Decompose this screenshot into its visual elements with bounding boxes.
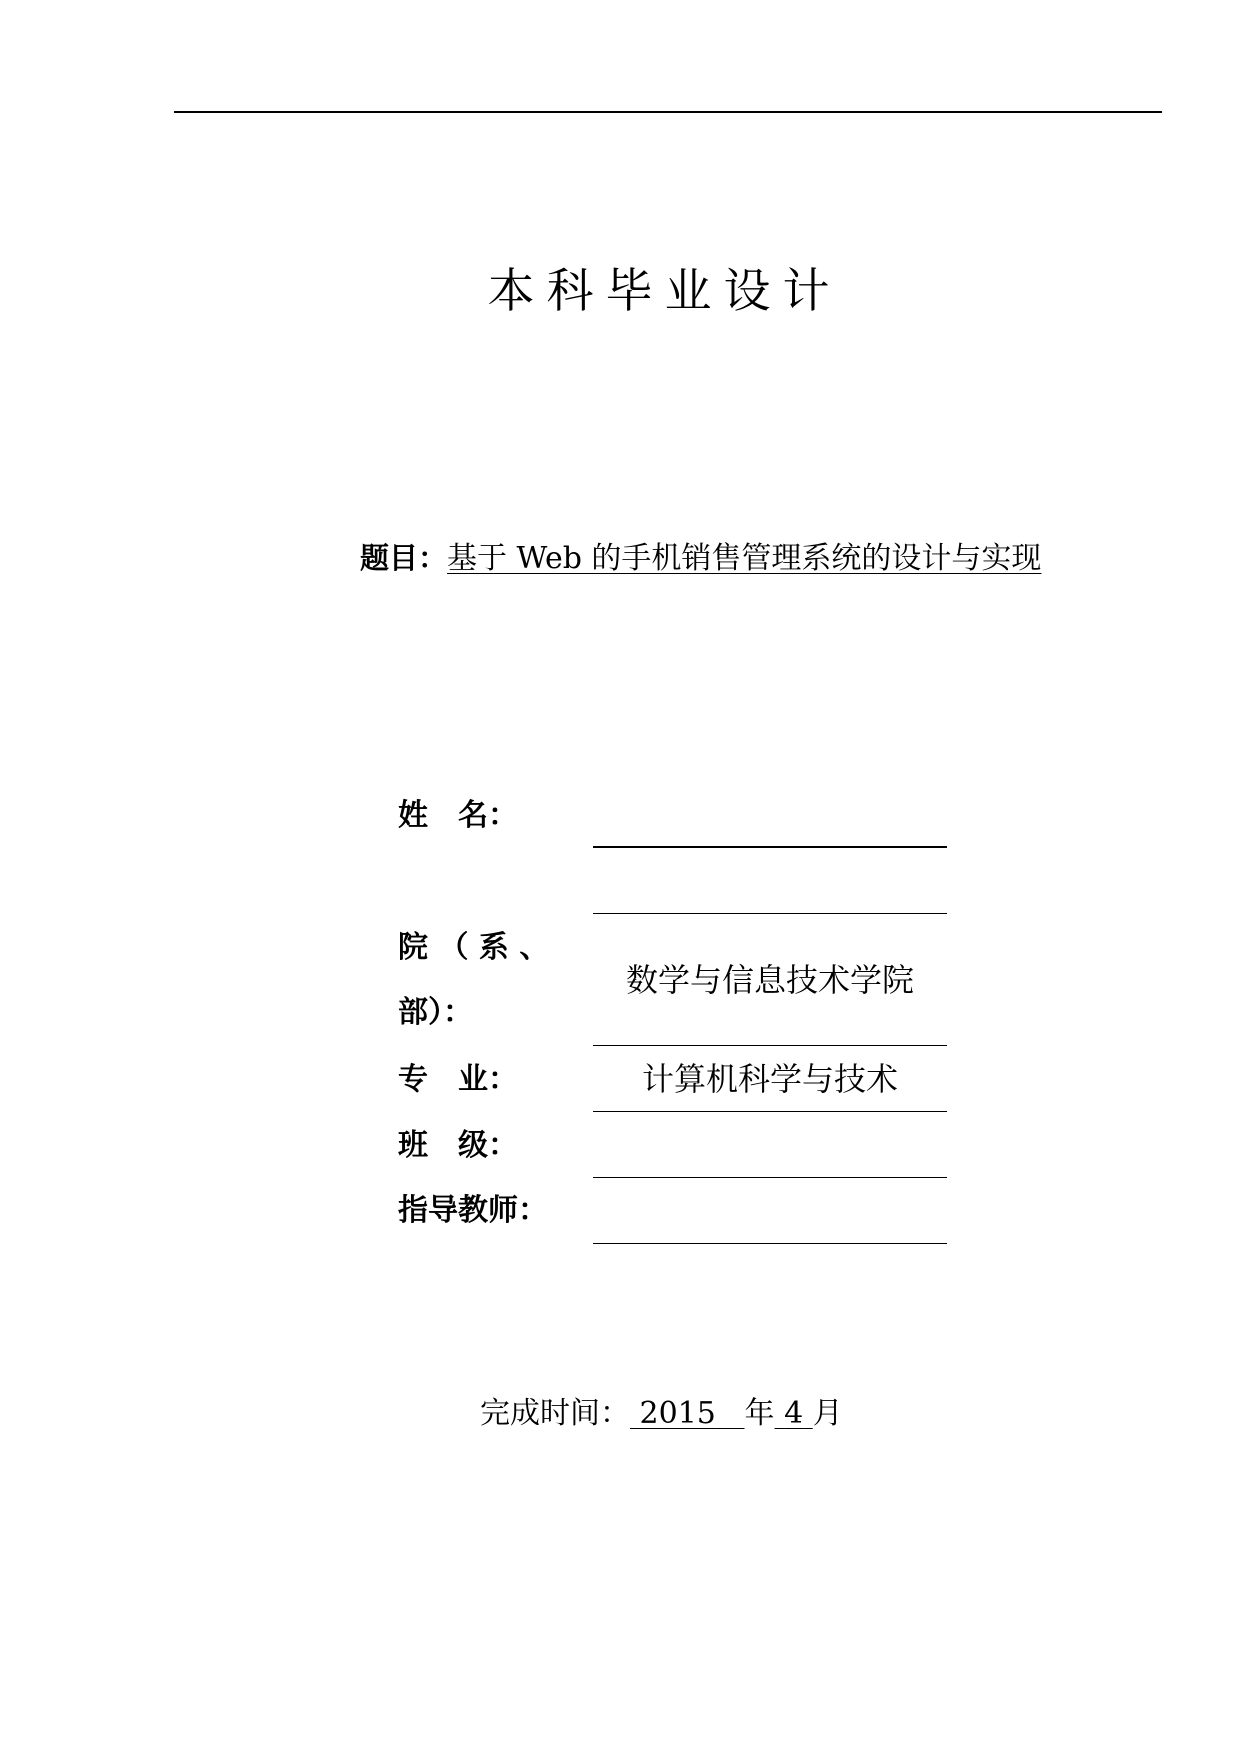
advisor-label: 指导教师： [398,1193,548,1228]
topic-label: 题目： [360,541,448,575]
completion-year: 2015 [639,1396,716,1431]
major-rule [593,1111,947,1112]
name-label: 姓 名： [398,798,518,833]
completion-line [480,1392,843,1436]
major-label: 专 业： [398,1062,518,1097]
completion-month-suffix: 月 [812,1396,843,1431]
department-label-line2: 部）： [398,995,473,1030]
completion-year-underline [630,1396,745,1431]
topic-line [360,536,1041,581]
header-rule [174,111,1162,113]
major-value: 计算机科学与技术 [641,1060,898,1098]
completion-label: 完成时间： [480,1396,630,1431]
completion-year-suffix: 年 [744,1396,775,1431]
department-rule [593,1045,947,1046]
topic-value: 基于 Web 的手机销售管理系统的设计与实现 [447,541,1042,576]
name-rule [593,846,947,848]
advisor-rule [593,1243,947,1244]
class-rule [593,1177,947,1178]
department-value: 数学与信息技术学院 [625,961,914,999]
department-label-line1: 院 （ 系 、 [398,930,550,965]
department-top-rule [593,913,947,914]
completion-month-underline [775,1396,813,1431]
completion-month: 4 [784,1396,804,1431]
document-title: 本科毕业设计 [487,264,842,319]
class-label: 班 级： [398,1128,518,1163]
